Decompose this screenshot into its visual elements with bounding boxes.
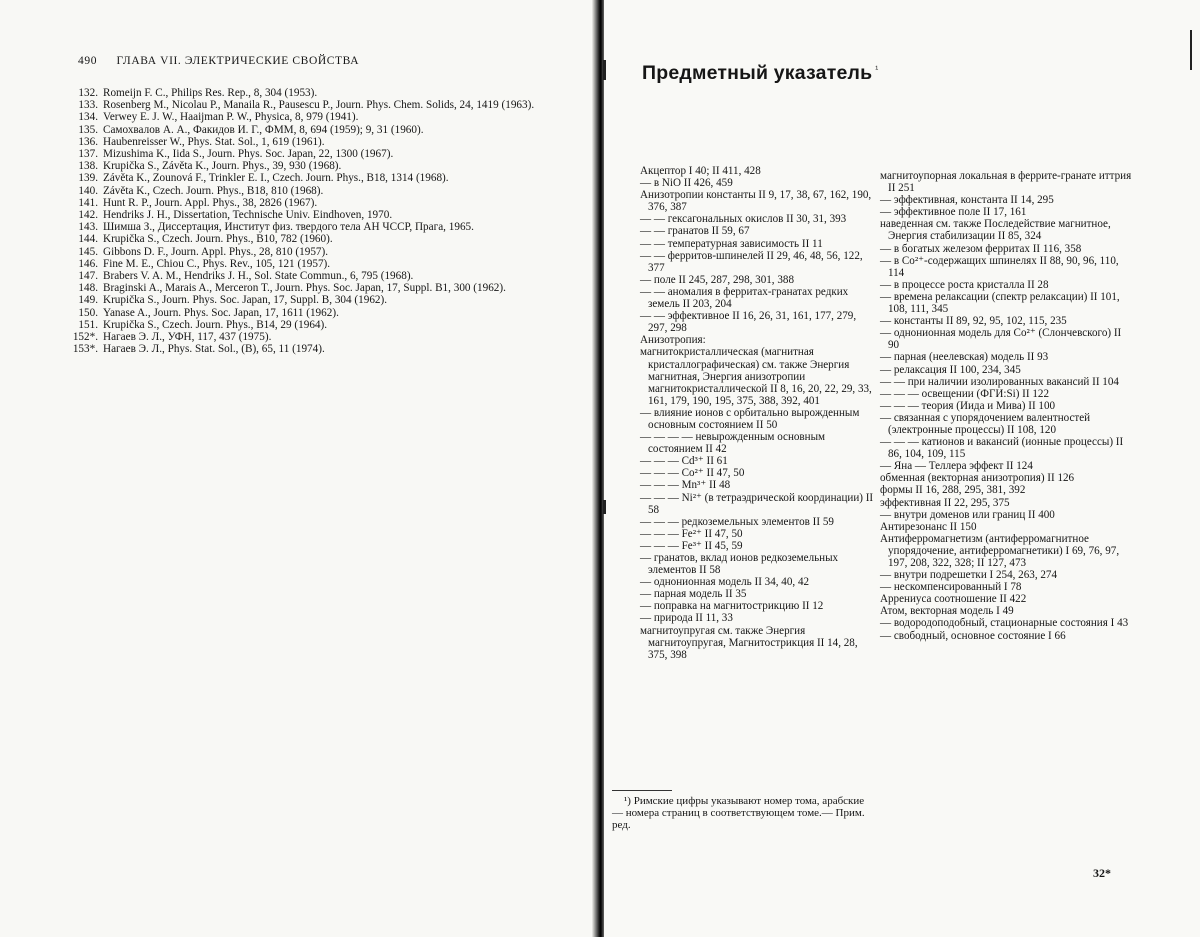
reference-text: Závěta K., Zounová F., Trinkler E. I., Czech. Journ. Phys., B18, 1314 (1968). xyxy=(103,172,449,185)
index-entry: — свободный, основное состояние I 66 xyxy=(880,629,1066,642)
reference-item xyxy=(62,99,582,111)
reference-text: Krupička S., Czech. Journ. Phys., B14, 29 (1964). xyxy=(103,318,328,331)
reference-item xyxy=(62,87,582,99)
index-entry: — — — Co²⁺ II 47, 50 xyxy=(640,467,745,480)
index-entry: Акцептор I 40; II 411, 428 xyxy=(640,165,761,177)
reference-text: Самохвалов А. А., Факидов И. Г., ФММ, 8, 694 (1959); 9, 31 (1960). xyxy=(103,123,424,136)
reference-text: Braginski A., Marais A., Merceron T., Journ. Phys. Soc. Japan, 17, Suppl. B1, 300 (1962). xyxy=(103,282,506,295)
index-entry: магнитоупругая см. также Энергия магнитоупругая, Магнитострикция II 14, 28, 375, 398 xyxy=(640,624,858,661)
index-entry: — — — Ni²⁺ (в тетраэдрической координации) II 58 xyxy=(640,491,874,516)
index-entry: — природа II 11, 33 xyxy=(640,612,733,625)
reference-number: 140. xyxy=(78,184,98,197)
reference-item xyxy=(62,148,582,160)
reference-item xyxy=(62,209,582,221)
index-entry: — эффективная, константа II 14, 295 xyxy=(880,194,1054,207)
index-entry: — времена релаксации (спектр релаксации) II 101, 108, 111, 345 xyxy=(880,290,1120,316)
reference-text: Gibbons D. F., Journ. Appl. Phys., 28, 810 (1957). xyxy=(103,245,329,258)
reference-item xyxy=(62,282,582,294)
reference-number: 141. xyxy=(78,196,98,209)
index-entry: — — — редкоземельных элементов II 59 xyxy=(640,515,834,528)
reference-number: 146. xyxy=(78,257,98,270)
reference-item xyxy=(62,172,582,184)
index-column-2 xyxy=(880,170,1134,642)
reference-text: Haubenreisser W., Phys. Stat. Sol., 1, 619 (1961). xyxy=(103,135,325,148)
reference-text: Yanase A., Journ. Phys. Soc. Japan, 17, 1611 (1962). xyxy=(103,306,339,319)
index-entry: — в Co²⁺-содержащих шпинелях II 88, 90, 96, 110, 114 xyxy=(880,254,1119,279)
reference-item xyxy=(62,343,582,355)
index-entry: магнитокристаллическая (магнитная кристаллографическая) см. также Энергия магнитная, Энергия анизотропии магнитокристаллической II 8, 16, 20, 22, 29, 33, 161, 179, 190, 195, 375, 388, 392, 401 xyxy=(640,346,872,407)
reference-text: Verwey E. J. W., Haaijman P. W., Physica, 8, 979 (1941). xyxy=(103,111,359,124)
reference-text: Krupička S., Závěta K., Journ. Phys., 39, 930 (1968). xyxy=(103,160,342,173)
reference-item xyxy=(62,221,582,233)
footnote-text: ¹) Римские цифры указывают номер тома, арабские — номера страниц в соответствующем томе.— Прим. ред. xyxy=(612,795,865,832)
index-entry: — — гексагональных окислов II 30, 31, 393 xyxy=(640,213,847,226)
reference-text: Hunt R. P., Journ. Appl. Phys., 38, 2826 (1967). xyxy=(103,196,318,209)
index-entry: — — ферритов-шпинелей II 29, 46, 48, 56, 122, 377 xyxy=(640,249,863,274)
reference-number: 136. xyxy=(78,135,98,148)
reference-text: Mizushima K., Iida S., Journ. Phys. Soc. Japan, 22, 1300 (1967). xyxy=(103,148,394,161)
reference-number: 134. xyxy=(78,111,98,124)
index-entry: — — — катионов и вакансий (ионные процессы) II 86, 104, 109, 115 xyxy=(880,436,1124,461)
index-entry: — — — — невырожденным основным состоянием II 42 xyxy=(640,431,826,456)
index-entry: — — при наличии изолированных вакансий II 104 xyxy=(880,375,1119,388)
index-entry: обменная (векторная анизотропия) II 126 xyxy=(880,472,1075,485)
index-title-text: Предметный указатель xyxy=(642,62,873,84)
footnote xyxy=(612,795,870,832)
index-entry: — однонионная модель II 34, 40, 42 xyxy=(640,576,810,589)
page-number: 490 xyxy=(78,55,98,67)
chapter-title: ГЛАВА VII. ЭЛЕКТРИЧЕСКИЕ СВОЙСТВА xyxy=(116,55,360,67)
index-entry: Атом, векторная модель I 49 xyxy=(880,605,1014,618)
reference-text: Rosenberg M., Nicolau P., Manaila R., Pausescu P., Journ. Phys. Chem. Solids, 24, 1419 (1963). xyxy=(103,99,535,112)
reference-item xyxy=(62,294,582,306)
index-entry: — парная (неелевская) модель II 93 xyxy=(880,351,1049,364)
index-entry: — — — Fe²⁺ II 47, 50 xyxy=(640,527,743,540)
reference-text: Krupička S., Journ. Phys. Soc. Japan, 17, Suppl. B, 304 (1962). xyxy=(103,294,388,307)
reference-item xyxy=(62,136,582,148)
reference-item xyxy=(62,185,582,197)
index-entry: — поле II 245, 287, 298, 301, 388 xyxy=(640,273,794,286)
reference-number: 142. xyxy=(78,209,98,222)
index-entry: — в NiO II 426, 459 xyxy=(640,177,733,190)
index-column-1 xyxy=(640,165,876,661)
reference-number: 143. xyxy=(78,221,98,234)
reference-item xyxy=(62,246,582,258)
reference-number: 144. xyxy=(78,233,98,246)
index-entry: — константы II 89, 92, 95, 102, 115, 235 xyxy=(880,315,1067,328)
reference-item xyxy=(62,111,582,123)
reference-item xyxy=(62,270,582,282)
index-entry: — — аномалия в ферритах-гранатах редких земель II 203, 204 xyxy=(640,285,849,311)
reference-item xyxy=(62,331,582,343)
index-entry: — гранатов, вклад ионов редкоземельных элементов II 58 xyxy=(640,552,839,577)
reference-list xyxy=(62,87,582,355)
index-entry: — водородоподобный, стационарные состояния I 43 xyxy=(880,617,1129,630)
reference-text: Krupička S., Czech. Journ. Phys., B10, 782 (1960). xyxy=(103,233,333,246)
reference-text: Brabers V. A. M., Hendriks J. H., Sol. State Commun., 6, 795 (1968). xyxy=(103,270,414,283)
index-entry: — в богатых железом ферритах II 116, 358 xyxy=(880,242,1082,255)
index-entry: Антиферромагнетизм (антиферромагнитное упорядочение, антиферромагнетики) I 69, 76, 97, 197, 208, 322, 328; II 127, 473 xyxy=(880,532,1120,569)
index-entry: Анизотропия: xyxy=(640,334,706,347)
reference-item xyxy=(62,307,582,319)
reference-text: Нагаев Э. Л., Phys. Stat. Sol., (B), 65, 11 (1974). xyxy=(103,343,325,356)
index-entry: магнитоупорная локальная в феррите-гранате иттрия II 251 xyxy=(880,170,1132,195)
index-entry: — — температурная зависимость II 11 xyxy=(640,237,823,250)
reference-text: Hendriks J. H., Dissertation, Technische Univ. Eindhoven, 1970. xyxy=(103,209,393,222)
reference-item xyxy=(62,197,582,209)
running-head xyxy=(78,55,359,67)
footnote-rule xyxy=(612,790,672,791)
index-entry: — внутри подрешетки I 254, 263, 274 xyxy=(880,569,1058,582)
index-entry: — поправка на магнитострикцию II 12 xyxy=(640,600,824,613)
reference-text: Závěta K., Czech. Journ. Phys., B18, 810 (1968). xyxy=(103,184,324,197)
reference-item xyxy=(62,124,582,136)
index-entry: — эффективное поле II 17, 161 xyxy=(880,206,1027,219)
index-entry: — — эффективное II 16, 26, 31, 161, 177, 279, 297, 298 xyxy=(640,310,857,335)
index-entry: — влияние ионов с орбитально вырожденным основным состоянием II 50 xyxy=(640,406,860,431)
scan-edge-mark xyxy=(603,60,606,80)
index-entry: Анизотропии константы II 9, 17, 38, 67, 162, 190, 376, 387 xyxy=(640,189,872,214)
reference-number: 145. xyxy=(78,245,98,258)
reference-number: 152*. xyxy=(72,331,98,344)
reference-number: 147. xyxy=(78,270,98,283)
index-entry: — парная модель II 35 xyxy=(640,588,747,601)
index-entry: — — — Fe³⁺ II 45, 59 xyxy=(640,539,743,552)
reference-item xyxy=(62,233,582,245)
reference-number: 132. xyxy=(78,87,98,99)
index-entry: формы II 16, 288, 295, 381, 392 xyxy=(880,484,1026,497)
reference-item xyxy=(62,160,582,172)
index-entry: наведенная см. также Последействие магнитное, Энергия стабилизации II 85, 324 xyxy=(880,218,1111,243)
reference-number: 133. xyxy=(78,99,98,112)
signature-mark: 32* xyxy=(1093,866,1111,880)
index-entry: — связанная с упорядочением валентностей (электронные процессы) II 108, 120 xyxy=(880,411,1091,436)
reference-item xyxy=(62,258,582,270)
index-title-footnote-mark: ¹ xyxy=(875,63,879,74)
scan-edge-mark xyxy=(603,500,606,514)
index-entry: — — — Mn³⁺ II 48 xyxy=(640,479,731,492)
reference-text: Fine M. E., Chiou C., Phys. Rev., 105, 121 (1957). xyxy=(103,257,331,270)
index-entry: Аррениуса соотношение II 422 xyxy=(880,593,1027,606)
reference-number: 138. xyxy=(78,160,98,173)
index-entry: — Яна — Теллера эффект II 124 xyxy=(880,460,1033,473)
reference-number: 139. xyxy=(78,172,98,185)
scan-edge-mark xyxy=(1190,30,1192,70)
reference-text: Нагаев Э. Л., УФН, 117, 437 (1975). xyxy=(103,331,272,344)
index-entry: — релаксация II 100, 234, 345 xyxy=(880,363,1021,376)
reference-item xyxy=(62,319,582,331)
reference-number: 137. xyxy=(78,148,98,161)
reference-number: 153*. xyxy=(72,343,98,356)
reference-number: 148. xyxy=(78,282,98,295)
index-entry: — — гранатов II 59, 67 xyxy=(640,225,750,238)
index-entry: — в процессе роста кристалла II 28 xyxy=(880,278,1049,291)
index-entry: эффективная II 22, 295, 375 xyxy=(880,496,1010,509)
index-title xyxy=(642,62,879,85)
reference-text: Romeijn F. C., Philips Res. Rep., 8, 304 (1953). xyxy=(103,87,318,99)
index-entry: — однонионная модель для Co²⁺ (Слончевского) II 90 xyxy=(880,327,1122,352)
reference-number: 149. xyxy=(78,294,98,307)
index-entry: — внутри доменов или границ II 400 xyxy=(880,508,1055,521)
index-entry: — — — теория (Иида и Мива) II 100 xyxy=(880,399,1056,412)
reference-number: 135. xyxy=(78,123,98,136)
index-entry: Антирезонанс II 150 xyxy=(880,520,977,533)
index-entry: — — — Cd³⁺ II 61 xyxy=(640,455,728,468)
reference-text: Шимша З., Диссертация, Институт физ. твердого тела АН ЧССР, Прага, 1965. xyxy=(103,221,474,234)
reference-number: 150. xyxy=(78,306,98,319)
index-entry: — нескомпенсированный I 78 xyxy=(880,581,1022,594)
reference-number: 151. xyxy=(78,318,98,331)
index-entry: — — — освещении (ФГИ:Si) II 122 xyxy=(880,387,1049,400)
